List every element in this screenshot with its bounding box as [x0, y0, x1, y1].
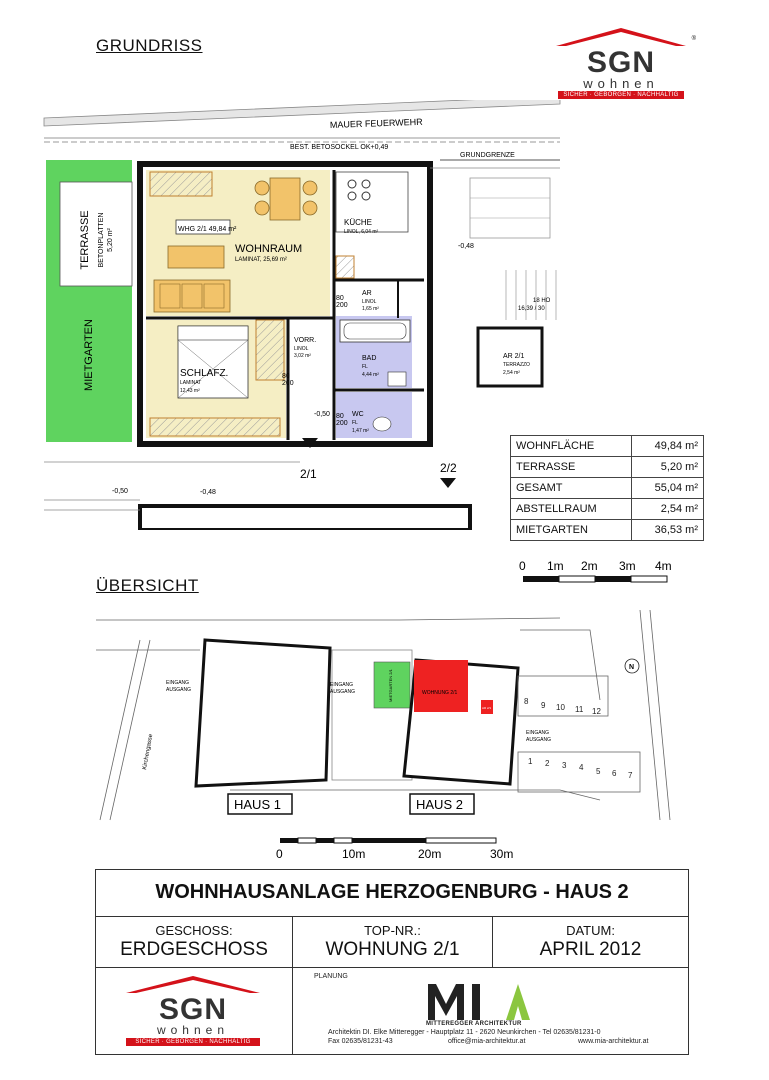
overview-heading: ÜBERSICHT	[96, 576, 199, 595]
beton-label: BEST. BETOSOCKEL OK+0,49	[290, 144, 389, 151]
door-schlafz: 80	[282, 373, 290, 380]
sgn-logo-top	[548, 26, 694, 99]
ar21-area: 2,54 m²	[503, 370, 520, 376]
address: Architektin DI. Elke Mitteregger - Hauptplatz 11 - 2620 Neunkirchen - Tel 02635/81231-0	[328, 1029, 601, 1036]
section-marker-2	[440, 478, 456, 488]
grundgrenze-label: GRUNDGRENZE	[460, 152, 515, 159]
level-4: -0,50	[112, 488, 128, 495]
kueche-sub: LINOL, 6,04 m²	[344, 229, 379, 235]
site-scale-bar	[276, 838, 513, 861]
parking-spot: 2	[545, 759, 550, 768]
floorplan-heading: GRUNDRISS	[96, 36, 203, 55]
site-scale-tick: 20m	[418, 847, 442, 861]
top-label: TOP-NR.:	[364, 923, 421, 938]
logo-name: SGN	[158, 993, 227, 1026]
vorr-label: VORR.	[294, 337, 317, 344]
datum-label: DATUM:	[566, 923, 615, 938]
website: www.mia-architektur.at	[578, 1038, 649, 1045]
logo-sub: wohnen	[583, 76, 659, 91]
mia-logo	[426, 980, 556, 1022]
geschoss-value: ERDGESCHOSS	[120, 939, 268, 960]
street-label: Kirchengasse	[142, 733, 155, 771]
datum-value: APRIL 2012	[539, 939, 642, 960]
stairs-label: 18 HO	[533, 298, 551, 304]
ar21-sub: TERRAZZO	[503, 362, 530, 368]
logo-tagline: SICHER · GEBORGEN · NACHHALTIG	[558, 91, 684, 99]
site-scale-tick: 30m	[490, 847, 514, 861]
site-ar-label: AR 2/1	[482, 706, 492, 710]
parking-spot: 3	[562, 761, 567, 770]
ar21-label: AR 2/1	[503, 353, 525, 360]
area-label: GESAMT	[511, 478, 632, 499]
vorr-sub: LINOL	[294, 346, 309, 352]
info-row	[96, 917, 688, 968]
scale-tick: 3m	[619, 559, 636, 573]
scale-tick: 0	[519, 559, 526, 573]
wc-area: 1,47 m²	[352, 428, 369, 434]
title-row	[96, 870, 688, 917]
area-table	[510, 435, 704, 541]
ar-label: AR	[362, 290, 372, 297]
parking-spot: 1	[528, 757, 533, 766]
logo-reg: ®	[691, 36, 696, 42]
section-1-label: 2/1	[300, 467, 317, 481]
fax: Fax 02635/81231-43	[328, 1038, 393, 1045]
area-label: ABSTELLRAUM	[511, 499, 632, 520]
ausgang-1: AUSGANG	[166, 687, 192, 693]
parking-spot: 9	[541, 701, 546, 710]
parking-spot: 5	[596, 767, 601, 776]
site-scale-tick: 10m	[342, 847, 366, 861]
door-schlafz-h: 200	[282, 380, 294, 387]
ausgang-3: AUSGANG	[526, 737, 552, 743]
ar-sub: LINOL	[362, 299, 377, 305]
site-mietgarten-label: MIETGARTEN 2/1	[388, 669, 393, 702]
parking-spot: 10	[556, 703, 565, 712]
parking-spot: 6	[612, 769, 617, 778]
project-title: WOHNHAUSANLAGE HERZOGENBURG - HAUS 2	[155, 881, 629, 903]
site-scale-tick: 0	[276, 847, 283, 861]
parking-spot: 8	[524, 697, 529, 706]
site-overview	[0, 608, 769, 864]
parking-spot: 7	[628, 771, 633, 780]
eingang-1: EINGANG	[166, 680, 190, 686]
area-label: WOHNFLÄCHE	[511, 436, 632, 457]
table-row	[511, 499, 704, 520]
wohnung-tag: WHG 2/1 49,84 m²	[178, 226, 237, 233]
terrasse-label: TERRASSE	[79, 210, 91, 270]
ar-area: 1,65 m²	[362, 306, 379, 312]
area-label: MIETGARTEN	[511, 520, 632, 541]
haus2-label: HAUS 2	[416, 797, 463, 812]
kueche-label: KÜCHE	[344, 218, 373, 227]
haus1-building	[196, 640, 330, 786]
terrasse-sub: BETONPLATTEN	[98, 212, 105, 268]
parking-spot: 12	[592, 707, 601, 716]
scale-tick: 2m	[581, 559, 598, 573]
eingang-2: EINGANG	[330, 682, 354, 688]
sgn-logo-bottom	[118, 974, 268, 1046]
north-label: N	[629, 664, 635, 671]
bad-sub: FL	[362, 364, 368, 370]
plan-scale-bar	[515, 558, 675, 592]
logo-sub: wohnen	[156, 1023, 230, 1037]
haus1-label: HAUS 1	[234, 797, 281, 812]
wc-sub: FL	[352, 420, 358, 426]
level-1: -0,48	[458, 243, 474, 250]
terrace-area	[60, 182, 132, 286]
roof-icon	[118, 974, 268, 994]
wohnung-highlight	[414, 660, 468, 712]
bad-area: 4,44 m²	[362, 372, 379, 378]
area-value: 36,53 m²	[632, 520, 704, 541]
bad-label: BAD	[362, 355, 377, 362]
scale-tick: 1m	[547, 559, 564, 573]
planung-label: PLANUNG	[314, 973, 348, 980]
parking-spot: 11	[575, 705, 584, 714]
area-label: TERRASSE	[511, 457, 632, 478]
wall-label: MAUER FEUERWEHR	[329, 116, 423, 130]
site-wohnung-label: WOHNUNG 2/1	[422, 690, 458, 696]
scale-tick: 4m	[655, 559, 672, 573]
top-value: WOHNUNG 2/1	[325, 939, 460, 960]
table-row	[511, 436, 704, 457]
roof-icon	[548, 26, 694, 48]
vorr-area: 3,02 m²	[294, 353, 311, 359]
wohnraum-label: WOHNRAUM	[235, 243, 303, 255]
geschoss-label: GESCHOSS:	[155, 923, 233, 938]
door-wc-h: 200	[336, 420, 348, 427]
title-block	[95, 869, 689, 1055]
area-value: 5,20 m²	[632, 457, 704, 478]
door-ar-h: 200	[336, 302, 348, 309]
section-2-label: 2/2	[440, 461, 457, 475]
parking-spot: 4	[579, 763, 584, 772]
stairs-sub: 16,39 / 30	[518, 306, 545, 312]
area-value: 49,84 m²	[632, 436, 704, 457]
mia-sub: MITTEREGGER ARCHITEKTUR	[426, 1021, 522, 1027]
schlafz-sub: LAMINAT	[180, 380, 202, 386]
table-row	[511, 457, 704, 478]
area-value: 55,04 m²	[632, 478, 704, 499]
schlafz-area: 12,43 m²	[180, 388, 200, 394]
logo-tagline: SICHER · GEBORGEN · NACHHALTIG	[126, 1038, 260, 1046]
level-3: -0,48	[200, 489, 216, 496]
door-wc: 80	[336, 413, 344, 420]
schlafz-label: SCHLAFZ.	[180, 368, 229, 379]
table-row	[511, 520, 704, 541]
ausgang-2: AUSGANG	[330, 689, 356, 695]
terrasse-area: 5,20 m²	[107, 228, 114, 252]
wohnraum-sub: LAMINAT, 25,69 m²	[235, 257, 287, 263]
level-2: -0,50	[314, 411, 330, 418]
logo-name: SGN	[586, 46, 655, 79]
email: office@mia-architektur.at	[448, 1038, 526, 1045]
table-row	[511, 478, 704, 499]
eingang-3: EINGANG	[526, 730, 550, 736]
wc-label: WC	[352, 411, 364, 418]
door-ar: 80	[336, 295, 344, 302]
mietgarten-label: MIETGARTEN	[83, 319, 95, 391]
area-value: 2,54 m²	[632, 499, 704, 520]
